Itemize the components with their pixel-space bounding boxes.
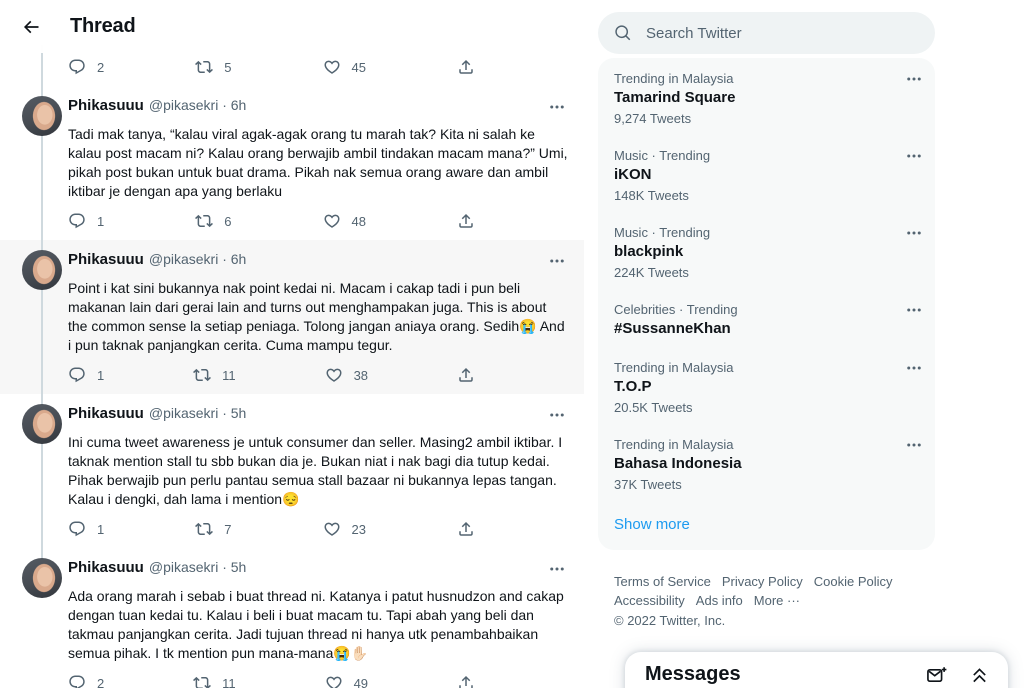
trend-meta: Music · Trending [614,225,711,240]
trend-count: 224K Tweets [614,265,689,280]
trend-meta: Celebrities · Trending [614,302,738,317]
reply-button[interactable] [68,366,104,384]
reply-count: 1 [97,367,105,383]
like-count: 49 [353,675,369,688]
footer-link-accessibility[interactable]: Accessibility [614,593,685,608]
thread-gutter [15,86,68,240]
retweet-count: 11 [222,367,236,383]
trend-more-button[interactable] [903,145,925,172]
share-icon [457,366,475,384]
like-icon [323,58,341,76]
reply-count: 2 [97,675,105,688]
trend-more-button[interactable] [903,357,925,384]
more-icon [905,70,923,88]
handle-and-time[interactable]: @pikasekri · 6h [148,97,247,113]
retweet-button[interactable] [195,58,231,76]
trend-name: blackpink [614,243,684,260]
reply-button[interactable] [68,520,104,538]
reply-count: 1 [97,213,105,229]
search-input[interactable] [646,25,919,42]
like-button[interactable] [325,674,368,688]
trend-more-button[interactable] [903,434,925,461]
retweet-count: 7 [224,521,232,537]
avatar[interactable] [22,96,62,136]
tweet-actions [68,366,475,384]
retweet-button[interactable] [193,366,236,384]
retweet-icon [195,212,213,230]
trend-item[interactable] [598,349,935,426]
handle-and-time[interactable]: @pikasekri · 6h [148,251,247,267]
like-icon [323,520,341,538]
footer-link-ads[interactable]: Ads info [695,593,743,608]
reply-icon [68,212,86,230]
trend-count: 20.5K Tweets [614,400,693,415]
share-icon [457,674,475,688]
retweet-count: 6 [224,213,232,229]
display-name[interactable]: Phikasuuu [68,97,144,114]
avatar[interactable] [22,250,62,290]
search-bar[interactable] [598,12,935,54]
like-count: 45 [351,59,366,75]
retweet-icon [195,58,213,76]
tweet-text: Point i kat sini bukannya nak point kedai ni. Macam i cakap tadi i pun beli makanan lain dari gerai lain and turns out menghampakan juga. This is about the common sense la setiap peniaga. Tolong jangan aniaya orang. Sedih😭 And i pun taknak panjangkan cerita. Cuma mampu tegur. [68,280,569,353]
share-icon [457,520,475,538]
trend-count: 37K Tweets [614,477,682,492]
back-arrow-icon [21,17,41,37]
trend-item[interactable] [598,426,935,503]
trend-name: Bahasa Indonesia [614,455,742,472]
tweet-text: Ada orang marah i sebab i buat thread ni. Katanya i patut husnudzon and cakap dengan tuan kedai tu. Kalau i beli i buat macam tu. Tapi abah yang beli dan takmau panjangkan cerita. Jadi tujuan thread ni hanya utk penambahbaikan semua pihak. I tk mention pun mana-mana😭✋🏻 [68,588,568,661]
retweet-button[interactable] [195,520,231,538]
trend-meta: Music · Trending [614,148,711,163]
trend-item[interactable] [598,60,935,137]
like-icon [325,674,343,688]
page-title: Thread [70,15,136,37]
like-count: 38 [353,367,369,383]
search-icon [614,24,632,42]
trend-item[interactable] [598,214,935,291]
copyright: © 2022 Twitter, Inc. [614,613,726,628]
tweet-actions [68,674,475,688]
footer-link-cookies[interactable]: Cookie Policy [813,574,893,589]
footer-links-row1 [614,572,919,591]
tweet-actions [68,520,475,538]
tweet-text: Tadi mak tanya, “kalau viral agak-agak orang tu marah tak? Kita ni salah ke kalau post macam ni? Kalau orang berwajib ambil tindakan macam mana?” Umi, pikah post bukan untuk buat drama. Pikah nak semua orang aware dan ambil iktibar je dengan apa yang berlaku [68,126,572,199]
display-name[interactable]: Phikasuuu [68,251,144,268]
tweet-actions [68,212,475,230]
like-icon [323,212,341,230]
tweet-text: Ini cuma tweet awareness je untuk consumer dan seller. Masing2 ambil iktibar. I taknak mention stall tu sbb bukan dia je. Bukan niat i nak bagi dia tutup kedai. Pihak berwajib pun perlu pantau semua stall bazaar ni bukannya lepas tangan. Kalau i dengki, dah lama i mention😔 [68,434,567,507]
retweet-button[interactable] [193,674,236,688]
reply-button[interactable] [68,674,104,688]
thread-gutter [15,394,68,548]
share-button[interactable] [457,674,475,688]
retweet-count: 5 [224,59,232,75]
trend-name: Tamarind Square [614,89,736,106]
tweet-more-button[interactable] [546,96,568,123]
reply-button[interactable] [68,212,104,230]
reply-icon [68,366,86,384]
like-button[interactable] [325,366,368,384]
trend-more-button[interactable] [903,68,925,95]
sidebar [598,0,935,630]
more-icon [548,560,566,578]
more-icon [905,224,923,242]
more-icon [548,252,566,270]
trend-meta: Trending in Malaysia [614,437,734,452]
like-count: 23 [351,521,366,537]
retweet-icon [195,520,213,538]
more-icon [905,359,923,377]
trend-more-button[interactable] [903,299,925,326]
display-name[interactable]: Phikasuuu [68,405,144,422]
share-icon [457,212,475,230]
avatar[interactable] [22,404,62,444]
retweet-icon [193,366,211,384]
reply-button[interactable] [68,58,104,76]
share-button[interactable] [457,366,475,384]
share-button[interactable] [457,520,475,538]
tweet[interactable] [0,548,584,688]
reply-count: 2 [97,59,105,75]
trend-count: 9,274 Tweets [614,111,692,126]
share-button[interactable] [457,58,475,76]
reply-count: 1 [97,521,105,537]
like-count: 48 [351,213,366,229]
handle-and-time[interactable]: @pikasekri · 5h [148,405,247,421]
tweet-more-button[interactable] [546,558,568,585]
trend-name: iKON [614,166,652,183]
thread-gutter [15,240,68,394]
tweet-list [0,45,584,688]
like-button[interactable] [323,212,366,230]
trending-card [598,58,935,550]
double-chevron-up-icon[interactable] [969,665,990,686]
footer-link-privacy[interactable]: Privacy Policy [721,574,803,589]
more-icon [905,301,923,319]
share-button[interactable] [457,212,475,230]
tweet-more-button[interactable] [546,250,568,277]
trend-name: #SussanneKhan [614,320,731,337]
show-more-link[interactable]: Show more [614,516,690,533]
footer-links-row2 [614,591,919,610]
back-button[interactable] [14,10,48,44]
trend-meta: Trending in Malaysia [614,71,734,86]
reply-icon [68,520,86,538]
thread-header [0,0,584,53]
more-icon [905,436,923,454]
trend-item[interactable] [598,291,935,349]
like-button[interactable] [323,520,366,538]
messages-title: Messages [645,663,741,685]
retweet-icon [193,674,211,688]
display-name[interactable]: Phikasuuu [68,559,144,576]
footer-link-terms[interactable]: Terms of Service [614,574,711,589]
messages-drawer[interactable] [625,652,1008,688]
more-icon [905,147,923,165]
footer-link-more[interactable]: More ··· [753,593,800,608]
retweet-count: 11 [222,675,236,688]
more-icon [548,406,566,424]
sidebar-footer [598,572,935,630]
trend-name: T.O.P [614,378,652,395]
reply-icon [68,674,86,688]
trend-meta: Trending in Malaysia [614,360,734,375]
more-icon [548,98,566,116]
new-message-icon[interactable] [926,665,947,686]
trend-count: 148K Tweets [614,188,689,203]
avatar[interactable] [22,558,62,598]
trend-item[interactable] [598,137,935,214]
share-icon [457,58,475,76]
tweet[interactable] [0,394,584,548]
reply-icon [68,58,86,76]
handle-and-time[interactable]: @pikasekri · 5h [148,559,247,575]
like-button[interactable] [323,58,366,76]
trend-more-button[interactable] [903,222,925,249]
like-icon [325,366,343,384]
thread-gutter [15,548,68,688]
retweet-button[interactable] [195,212,231,230]
tweet-actions [68,58,475,76]
tweet[interactable] [0,86,584,240]
tweet-highlighted[interactable] [0,240,584,394]
tweet-more-button[interactable] [546,404,568,431]
